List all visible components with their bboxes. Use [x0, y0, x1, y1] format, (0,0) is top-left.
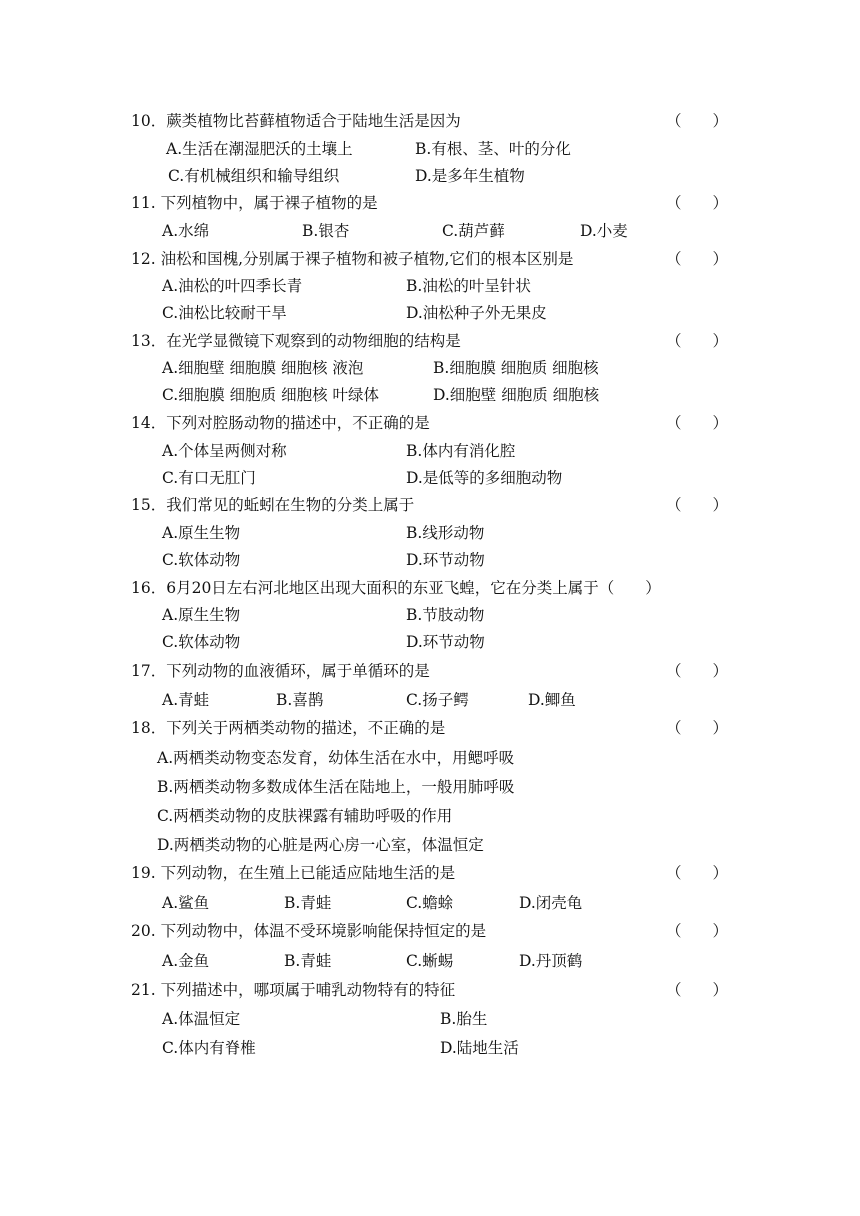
question-15-option-d: D.环节动物: [406, 551, 485, 569]
question-16-option-d: D.环节动物: [406, 633, 485, 651]
question-18-option-b: B.两栖类动物多数成体生活在陆地上，一般用肺呼吸: [157, 778, 515, 796]
question-13-answer-blank: （ ）: [666, 332, 729, 350]
question-18-option-d: D.两栖类动物的心脏是两心房一心室，体温恒定: [157, 836, 484, 854]
question-20-option-a: A.金鱼: [162, 952, 210, 970]
question-18-option-c: C.两栖类动物的皮肤裸露有辅助呼吸的作用: [157, 807, 453, 825]
question-13-stem: 13．在光学显微镜下观察到的动物细胞的结构是: [131, 332, 461, 350]
question-10-answer-blank: （ ）: [666, 112, 729, 130]
question-11-stem: 11. 下列植物中，属于裸子植物的是: [131, 194, 378, 212]
question-11-answer-blank: （ ）: [666, 194, 729, 212]
question-14-option-a: A.个体呈两侧对称: [162, 442, 287, 460]
question-15-option-c: C.软体动物: [162, 551, 241, 569]
question-14-stem: 14．下列对腔肠动物的描述中，不正确的是: [131, 414, 430, 432]
question-21-option-a: A.体温恒定: [162, 1010, 241, 1028]
question-17-option-a: A.青蛙: [162, 691, 210, 709]
question-19-answer-blank: （ ）: [666, 864, 729, 882]
question-20-option-b: B.青蛙: [284, 952, 332, 970]
question-17-stem: 17．下列动物的血液循环，属于单循环的是: [131, 662, 430, 680]
question-17-option-b: B.喜鹊: [276, 691, 324, 709]
question-10-option-d: D.是多年生植物: [415, 167, 525, 185]
question-13-option-d: D.细胞壁 细胞质 细胞核: [433, 386, 600, 404]
question-15-option-a: A.原生生物: [162, 524, 241, 542]
question-12-answer-blank: （ ）: [666, 250, 729, 268]
question-13-option-c: C.细胞膜 细胞质 细胞核 叶绿体: [162, 386, 380, 404]
question-20-stem: 20. 下列动物中，体温不受环境影响能保持恒定的是: [131, 922, 487, 940]
question-14-option-c: C.有口无肛门: [162, 469, 256, 487]
question-12-stem: 12. 油松和国槐,分别属于裸子植物和被子植物,它们的根本区别是: [131, 250, 574, 268]
question-11-option-b: B.银杏: [302, 222, 350, 240]
question-16-option-a: A.原生生物: [162, 606, 241, 624]
question-18-answer-blank: （ ）: [666, 719, 729, 737]
question-16-option-b: B.节肢动物: [406, 606, 485, 624]
question-20-option-c: C.蜥蜴: [406, 952, 454, 970]
question-13-option-a: A.细胞壁 细胞膜 细胞核 液泡: [162, 359, 364, 377]
question-20-option-d: D.丹顶鹤: [519, 952, 583, 970]
question-18-stem: 18．下列关于两栖类动物的描述，不正确的是: [131, 719, 446, 737]
question-11-option-c: C.葫芦藓: [442, 222, 505, 240]
question-12-option-b: B.油松的叶呈针状: [406, 277, 531, 295]
question-21-answer-blank: （ ）: [666, 981, 729, 999]
question-19-option-a: A.鲨鱼: [162, 894, 210, 912]
question-20-answer-blank: （ ）: [666, 922, 729, 940]
question-21-option-b: B.胎生: [440, 1010, 488, 1028]
question-16-option-c: C.软体动物: [162, 633, 241, 651]
question-21-option-d: D.陆地生活: [440, 1039, 519, 1057]
question-10-option-a: A.生活在潮湿肥沃的土壤上: [166, 140, 353, 158]
question-12-option-c: C.油松比较耐干旱: [162, 304, 287, 322]
question-21-option-c: C.体内有脊椎: [162, 1039, 256, 1057]
question-19-stem: 19. 下列动物，在生殖上已能适应陆地生活的是: [131, 864, 456, 882]
question-15-answer-blank: （ ）: [666, 496, 729, 514]
question-15-stem: 15．我们常见的蚯蚓在生物的分类上属于: [131, 496, 415, 514]
question-11-option-a: A.水绵: [162, 222, 210, 240]
question-12-option-d: D.油松种子外无果皮: [406, 304, 547, 322]
question-12-option-a: A.油松的叶四季长青: [162, 277, 303, 295]
question-15-option-b: B.线形动物: [406, 524, 485, 542]
question-19-option-c: C.蟾蜍: [406, 894, 454, 912]
question-11-option-d: D.小麦: [580, 222, 628, 240]
question-10-option-c: C.有机械组织和输导组织: [168, 167, 340, 185]
question-14-option-d: D.是低等的多细胞动物: [406, 469, 563, 487]
question-10-option-b: B.有根、茎、叶的分化: [415, 140, 571, 158]
question-13-option-b: B.细胞膜 细胞质 细胞核: [433, 359, 599, 377]
question-17-option-c: C.扬子鳄: [406, 691, 469, 709]
question-18-option-a: A.两栖类动物变态发育，幼体生活在水中，用鳃呼吸: [157, 749, 515, 767]
question-21-stem: 21. 下列描述中，哪项属于哺乳动物特有的特征: [131, 981, 456, 999]
question-14-answer-blank: （ ）: [666, 414, 729, 432]
question-16-stem: 16．6月20日左右河北地区出现大面积的东亚飞蝗，它在分类上属于（ ）: [131, 579, 661, 597]
question-17-option-d: D.鲫鱼: [528, 691, 576, 709]
question-17-answer-blank: （ ）: [666, 662, 729, 680]
question-14-option-b: B.体内有消化腔: [406, 442, 516, 460]
question-19-option-d: D.闭壳龟: [519, 894, 583, 912]
question-10-stem: 10．蕨类植物比苔藓植物适合于陆地生活是因为: [131, 112, 461, 130]
question-19-option-b: B.青蛙: [284, 894, 332, 912]
